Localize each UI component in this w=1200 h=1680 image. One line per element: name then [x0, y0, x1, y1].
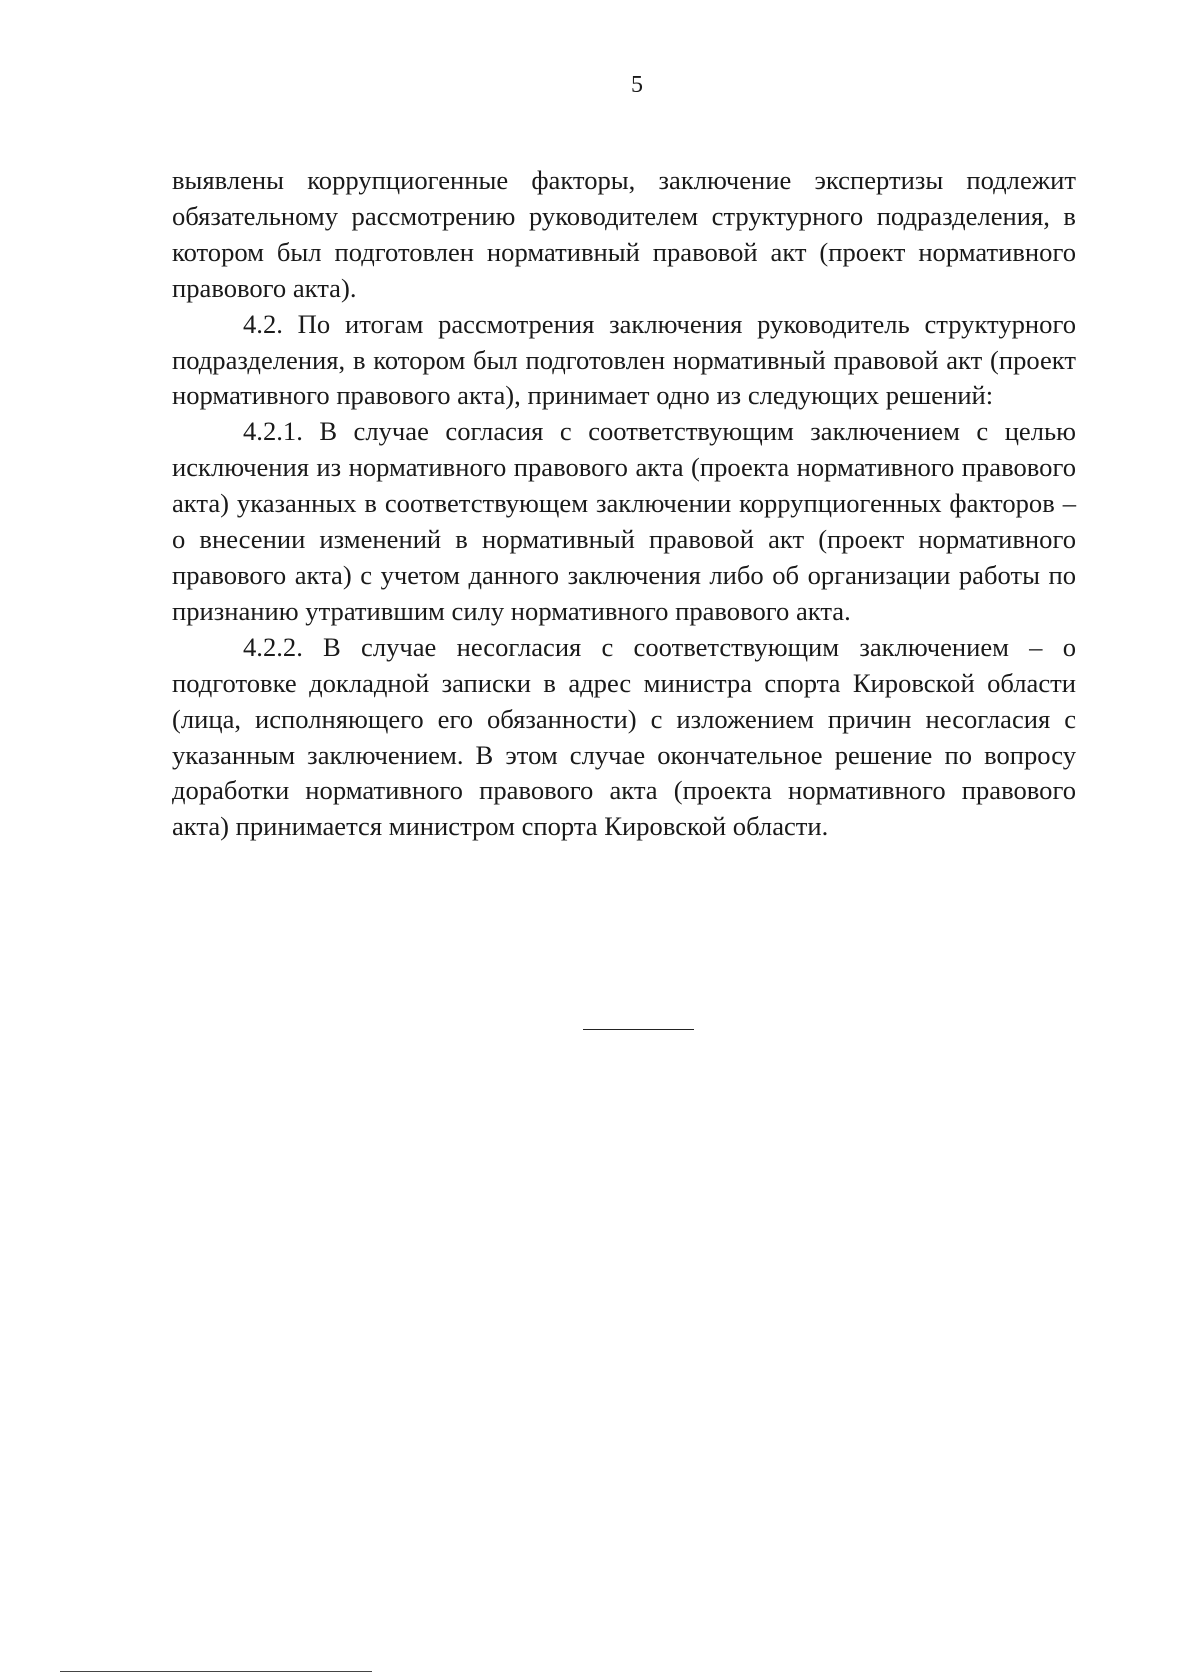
footer-line [60, 1671, 372, 1672]
paragraph-4-2-1: 4.2.1. В случае согласия с соответствующим заключением с целью исключения из нормативного правового акта (проекта нормативного правового акта) указанных в соответствующем заключении коррупциогенных факторов – о внесении изменений в нормативный правовой акт (проект нормативного правового акта) с учетом данного заключения либо об организации работы по признанию утратившим силу нормативного правового акта. [172, 416, 1076, 626]
paragraph-4-2: 4.2. По итогам рассмотрения заключения руководитель структурного подразделения, в котором был подготовлен нормативный правовой акт (проект нормативного правового акта), принимает одно из следующих решений: [172, 308, 1076, 411]
paragraph-continuation: выявлены коррупциогенные факторы, заключение экспертизы подлежит обязательному рассмотрению руководителем структурного подразделения, в котором был подготовлен нормативный правовой акт (проект нормативного правового акта). [172, 165, 1076, 303]
page-number: 5 [631, 72, 643, 98]
paragraph-4-2-2: 4.2.2. В случае несогласия с соответствующим заключением – о подготовке докладной записки в адрес министра спорта Кировской области (лица, исполняющего его обязанности) с изложением причин несогласия с указанным заключением. В этом случае окончательное решение по вопросу доработки нормативного правового акта (проекта нормативного правового акта) принимается министром спорта Кировской области. [172, 631, 1076, 842]
end-separator-line [583, 1029, 694, 1030]
document-body [172, 163, 1076, 845]
